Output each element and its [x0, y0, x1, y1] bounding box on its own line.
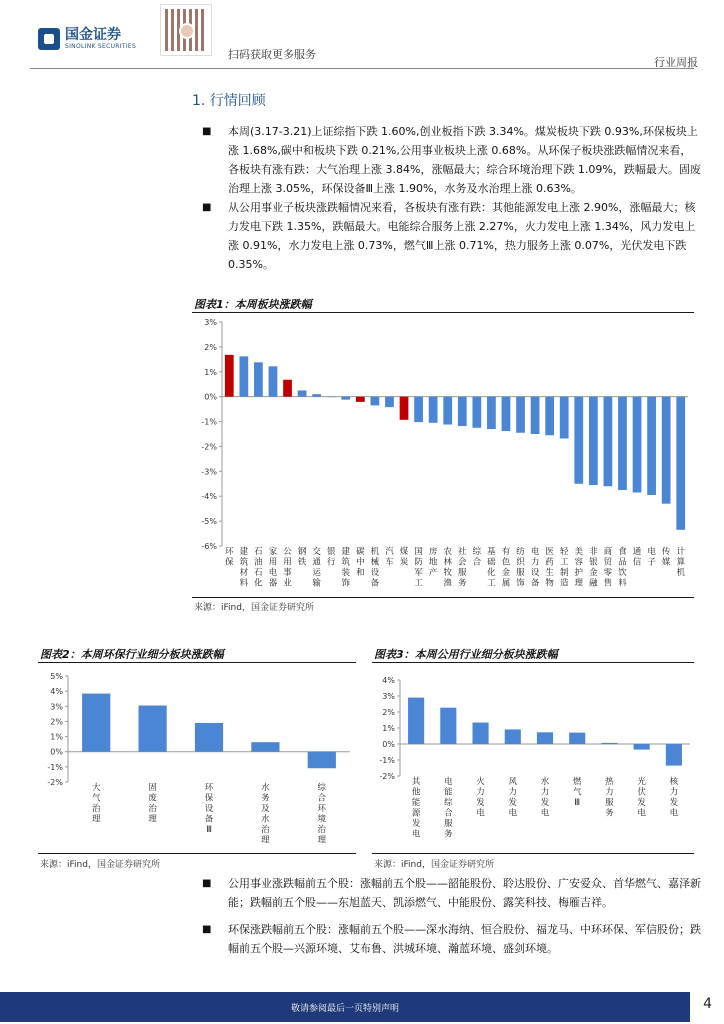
y-tick-label: 4%: [50, 687, 63, 697]
bar-交通运输: [312, 394, 321, 396]
page-header: [0, 0, 724, 70]
category-label: 其他能源发电: [411, 777, 421, 840]
bar-农林牧渔: [443, 397, 452, 425]
y-tick-label: -2%: [379, 772, 395, 781]
category-label: 基础化工: [487, 547, 496, 589]
page-number: 4: [703, 996, 712, 1012]
category-label: 大气治理: [91, 783, 101, 825]
figure3-source: 来源：iFind，国金证券研究所: [374, 860, 494, 870]
category-label: 家用电器: [268, 547, 278, 589]
bar-家用电器: [269, 366, 278, 396]
category-label: 综合: [472, 547, 482, 568]
y-tick-label: -1%: [47, 762, 63, 772]
category-label: 建筑材料: [239, 547, 249, 589]
category-label: 农林牧渔: [443, 547, 452, 589]
category-label: 计算机: [676, 547, 685, 578]
bar-chart-svg: [38, 666, 356, 852]
top-bullet-list: [192, 122, 702, 274]
y-tick-label: 3%: [50, 702, 63, 712]
y-tick-label: 2%: [204, 342, 217, 352]
category-label: 风力发电: [508, 777, 518, 819]
y-tick-label: 2%: [50, 717, 63, 727]
category-label: 纺织服饰: [516, 547, 525, 589]
figure1-chart: [192, 314, 694, 596]
category-label: 非银金融: [589, 547, 598, 589]
bar-建筑材料: [239, 356, 248, 396]
qr-caption: 扫码获取更多服务: [228, 48, 316, 61]
bar-煤炭: [400, 397, 409, 420]
bar-建筑装饰: [341, 397, 350, 400]
bar-银行: [327, 397, 336, 398]
figure2-title: 图表2：本周环保行业细分板块涨跌幅: [40, 648, 224, 661]
category-label: 社会服务: [458, 547, 467, 589]
bar-公用事业: [283, 380, 292, 397]
bar-chart-svg: [372, 666, 694, 852]
logo-icon: [38, 28, 60, 50]
category-label: 房地产: [428, 547, 438, 578]
bullet-square-icon: ■: [202, 924, 212, 935]
category-label: 燃气 Ⅲ: [572, 777, 582, 808]
y-tick-label: -5%: [201, 517, 217, 527]
category-label: 交通运输: [312, 547, 321, 589]
bar-环保设备Ⅲ: [195, 723, 223, 752]
bar-综合: [472, 397, 481, 428]
bar-钢铁: [298, 390, 307, 396]
logo-en-text: SINOLINK SECURITIES: [65, 43, 137, 50]
y-tick-label: 1%: [382, 724, 395, 733]
category-label: 环保设备 Ⅲ: [204, 783, 214, 835]
bar-水务及水治理: [251, 742, 279, 752]
bullet-item: [192, 122, 702, 198]
footer-disclaimer: 敬请参阅最后一页特别声明: [290, 1004, 399, 1014]
figure1-source: 来源：iFind，国金证券研究所: [194, 603, 314, 613]
bar-轻工制造: [560, 397, 569, 439]
category-label: 汽车: [385, 547, 394, 568]
category-label: 电子: [647, 547, 656, 568]
figure1-top-rule: [192, 312, 694, 313]
bar-机械设备: [371, 397, 380, 406]
category-label: 综合环境治理: [317, 783, 327, 846]
figure1-bottom-rule: [192, 597, 694, 598]
bullet-item: [192, 920, 702, 958]
bar-通信: [633, 397, 642, 493]
y-tick-label: -2%: [201, 442, 217, 452]
bullet-item: [192, 198, 702, 274]
figure1-title: 图表1：本周板块涨跌幅: [194, 298, 312, 311]
category-label: 钢铁: [297, 547, 307, 568]
y-tick-label: 3%: [204, 318, 217, 327]
category-label: 固废治理: [148, 783, 157, 825]
logo-cn-text: 国金证券: [65, 27, 121, 43]
bar-其他能源发电: [408, 698, 424, 744]
bullet-square-icon: ■: [202, 126, 212, 137]
bar-传媒: [662, 397, 671, 504]
bar-电力设备: [531, 397, 540, 434]
y-tick-label: -6%: [201, 542, 217, 551]
bar-碳中和: [356, 397, 365, 402]
category-label: 有色金属: [501, 547, 511, 589]
bar-核力发电: [666, 744, 682, 766]
bar-美容护理: [574, 397, 583, 484]
category-label: 水务及水治理: [261, 783, 270, 846]
category-label: 食品饮料: [618, 547, 627, 589]
y-tick-label: 2%: [382, 708, 395, 717]
category-label: 医药生物: [545, 547, 554, 589]
bar-大气治理: [82, 694, 110, 752]
y-tick-label: -2%: [47, 778, 63, 787]
qr-code-icon[interactable]: [160, 4, 212, 56]
bar-电能综合服务: [440, 708, 456, 744]
category-label: 轻工制造: [559, 547, 569, 589]
bar-水力发电: [537, 732, 553, 744]
bar-热力服务: [601, 743, 617, 744]
bullet-text: 从公用事业子板块涨跌幅情况来看，各板块有涨有跌：其他能源发电上涨 2.90%，涨幅最大；核力发电下跌 1.35%，跌幅最大。电能综合服务上涨 2.27%，火力发电上涨 1.34%，风力发电上涨 0.91%，水力发电上涨 0.73%，燃气Ⅲ上涨 0.71%，热力服务上涨 0.07%，光伏发电下跌 0.35%。: [228, 201, 696, 271]
bar-计算机: [676, 397, 685, 530]
category-label: 火力发电: [476, 777, 485, 819]
category-label: 石油石化: [254, 547, 263, 589]
figure2-bottom-rule: [38, 853, 356, 854]
y-tick-label: -4%: [201, 492, 217, 502]
category-label: 国防军工: [414, 547, 423, 589]
section-title: 1. 行情回顾: [192, 93, 266, 109]
bar-风力发电: [505, 729, 521, 744]
category-label: 通信: [632, 547, 642, 568]
y-tick-label: 1%: [50, 732, 63, 742]
document-type: 行业周报: [654, 56, 698, 69]
bar-食品饮料: [618, 397, 627, 490]
bullet-text: 本周(3.17-3.21)上证综指下跌 1.60%,创业板指下跌 3.34%。煤炭板块下跌 0.93%,环保板块上涨 1.68%,碳中和板块下跌 0.21%,公用事业板块上涨 0.68%。从环保子板块涨跌幅情况来看，各板块有涨有跌：大气治理上涨 3.84%，涨幅最大；综合环境治理下跌 1.09%，跌幅最大。固废治理上涨 3.05%，环保设备Ⅲ上涨 1.90%，水务及水治理上涨 0.63%。: [228, 125, 701, 195]
bottom-bullet-list: [192, 874, 702, 958]
bullet-item: [192, 874, 702, 912]
y-tick-label: 0%: [382, 740, 395, 749]
y-tick-label: 3%: [382, 692, 395, 701]
bullet-square-icon: ■: [202, 202, 212, 213]
category-label: 电能综合服务: [444, 777, 453, 840]
category-label: 美容护理: [574, 547, 584, 589]
bar-社会服务: [458, 397, 467, 426]
bar-基础化工: [487, 397, 496, 429]
figure2-chart: [38, 666, 356, 852]
bar-环保: [225, 355, 234, 397]
bar-燃气Ⅲ: [569, 733, 585, 744]
bar-火力发电: [473, 723, 489, 744]
category-label: 商贸零售: [603, 547, 613, 589]
category-label: 机械设备: [370, 547, 380, 589]
bar-医药生物: [545, 397, 554, 436]
bar-非银金融: [589, 397, 598, 485]
y-tick-label: -1%: [201, 417, 217, 427]
bar-固废治理: [139, 706, 167, 752]
figure3-bottom-rule: [372, 853, 694, 854]
category-label: 热力服务: [605, 777, 614, 819]
bullet-square-icon: ■: [202, 878, 212, 889]
page-footer: [0, 992, 724, 1024]
category-label: 光伏发电: [637, 777, 646, 819]
y-tick-label: 0%: [204, 392, 217, 402]
bar-房地产: [429, 397, 438, 423]
category-label: 煤炭: [399, 547, 409, 568]
y-tick-label: -3%: [201, 467, 217, 477]
y-tick-label: 1%: [204, 367, 217, 377]
figure2-source: 来源：iFind，国金证券研究所: [40, 860, 160, 870]
bar-石油石化: [254, 362, 263, 396]
bullet-text: 环保涨跌幅前五个股：涨幅前五个股——深水海纳、恒合股份、福龙马、中环环保、军信股份；跌幅前五个股—兴源环境、艾布鲁、洪城环境、瀚蓝环境、盛剑环境。: [228, 923, 701, 955]
header-divider: [30, 68, 694, 69]
bar-电子: [647, 397, 656, 495]
figure3-top-rule: [372, 662, 694, 663]
category-label: 核力发电: [669, 777, 679, 819]
figure2-top-rule: [38, 662, 356, 663]
bar-光伏发电: [634, 744, 650, 750]
category-label: 环保: [225, 547, 234, 568]
bar-商贸零售: [604, 397, 613, 487]
category-label: 建筑装饰: [341, 547, 351, 589]
company-logo: [38, 28, 136, 50]
y-tick-label: 4%: [382, 676, 395, 685]
y-tick-label: -1%: [379, 756, 395, 765]
bar-有色金属: [502, 397, 511, 431]
bar-汽车: [385, 397, 394, 407]
bullet-text: 公用事业涨跌幅前五个股：涨幅前五个股——韶能股份、聆达股份、广安爱众、首华燃气、嘉泽新能；跌幅前五个股——东旭蓝天、凯添燃气、中能股份、露笑科技、梅雁吉祥。: [228, 877, 701, 909]
bar-纺织服饰: [516, 397, 525, 433]
category-label: 银行: [326, 547, 336, 568]
category-label: 公用事业: [283, 547, 292, 589]
figure3-title: 图表3：本周公用行业细分板块涨跌幅: [374, 648, 558, 661]
bar-综合环境治理: [308, 752, 336, 769]
bar-chart-svg: [192, 314, 694, 596]
category-label: 碳中和: [356, 547, 365, 578]
bar-国防军工: [414, 397, 423, 422]
category-label: 水力发电: [540, 777, 550, 819]
category-label: 电力设备: [530, 547, 540, 589]
figure3-chart: [372, 666, 694, 852]
y-tick-label: 5%: [50, 672, 63, 681]
category-label: 传媒: [661, 547, 671, 568]
y-tick-label: 0%: [50, 747, 63, 757]
